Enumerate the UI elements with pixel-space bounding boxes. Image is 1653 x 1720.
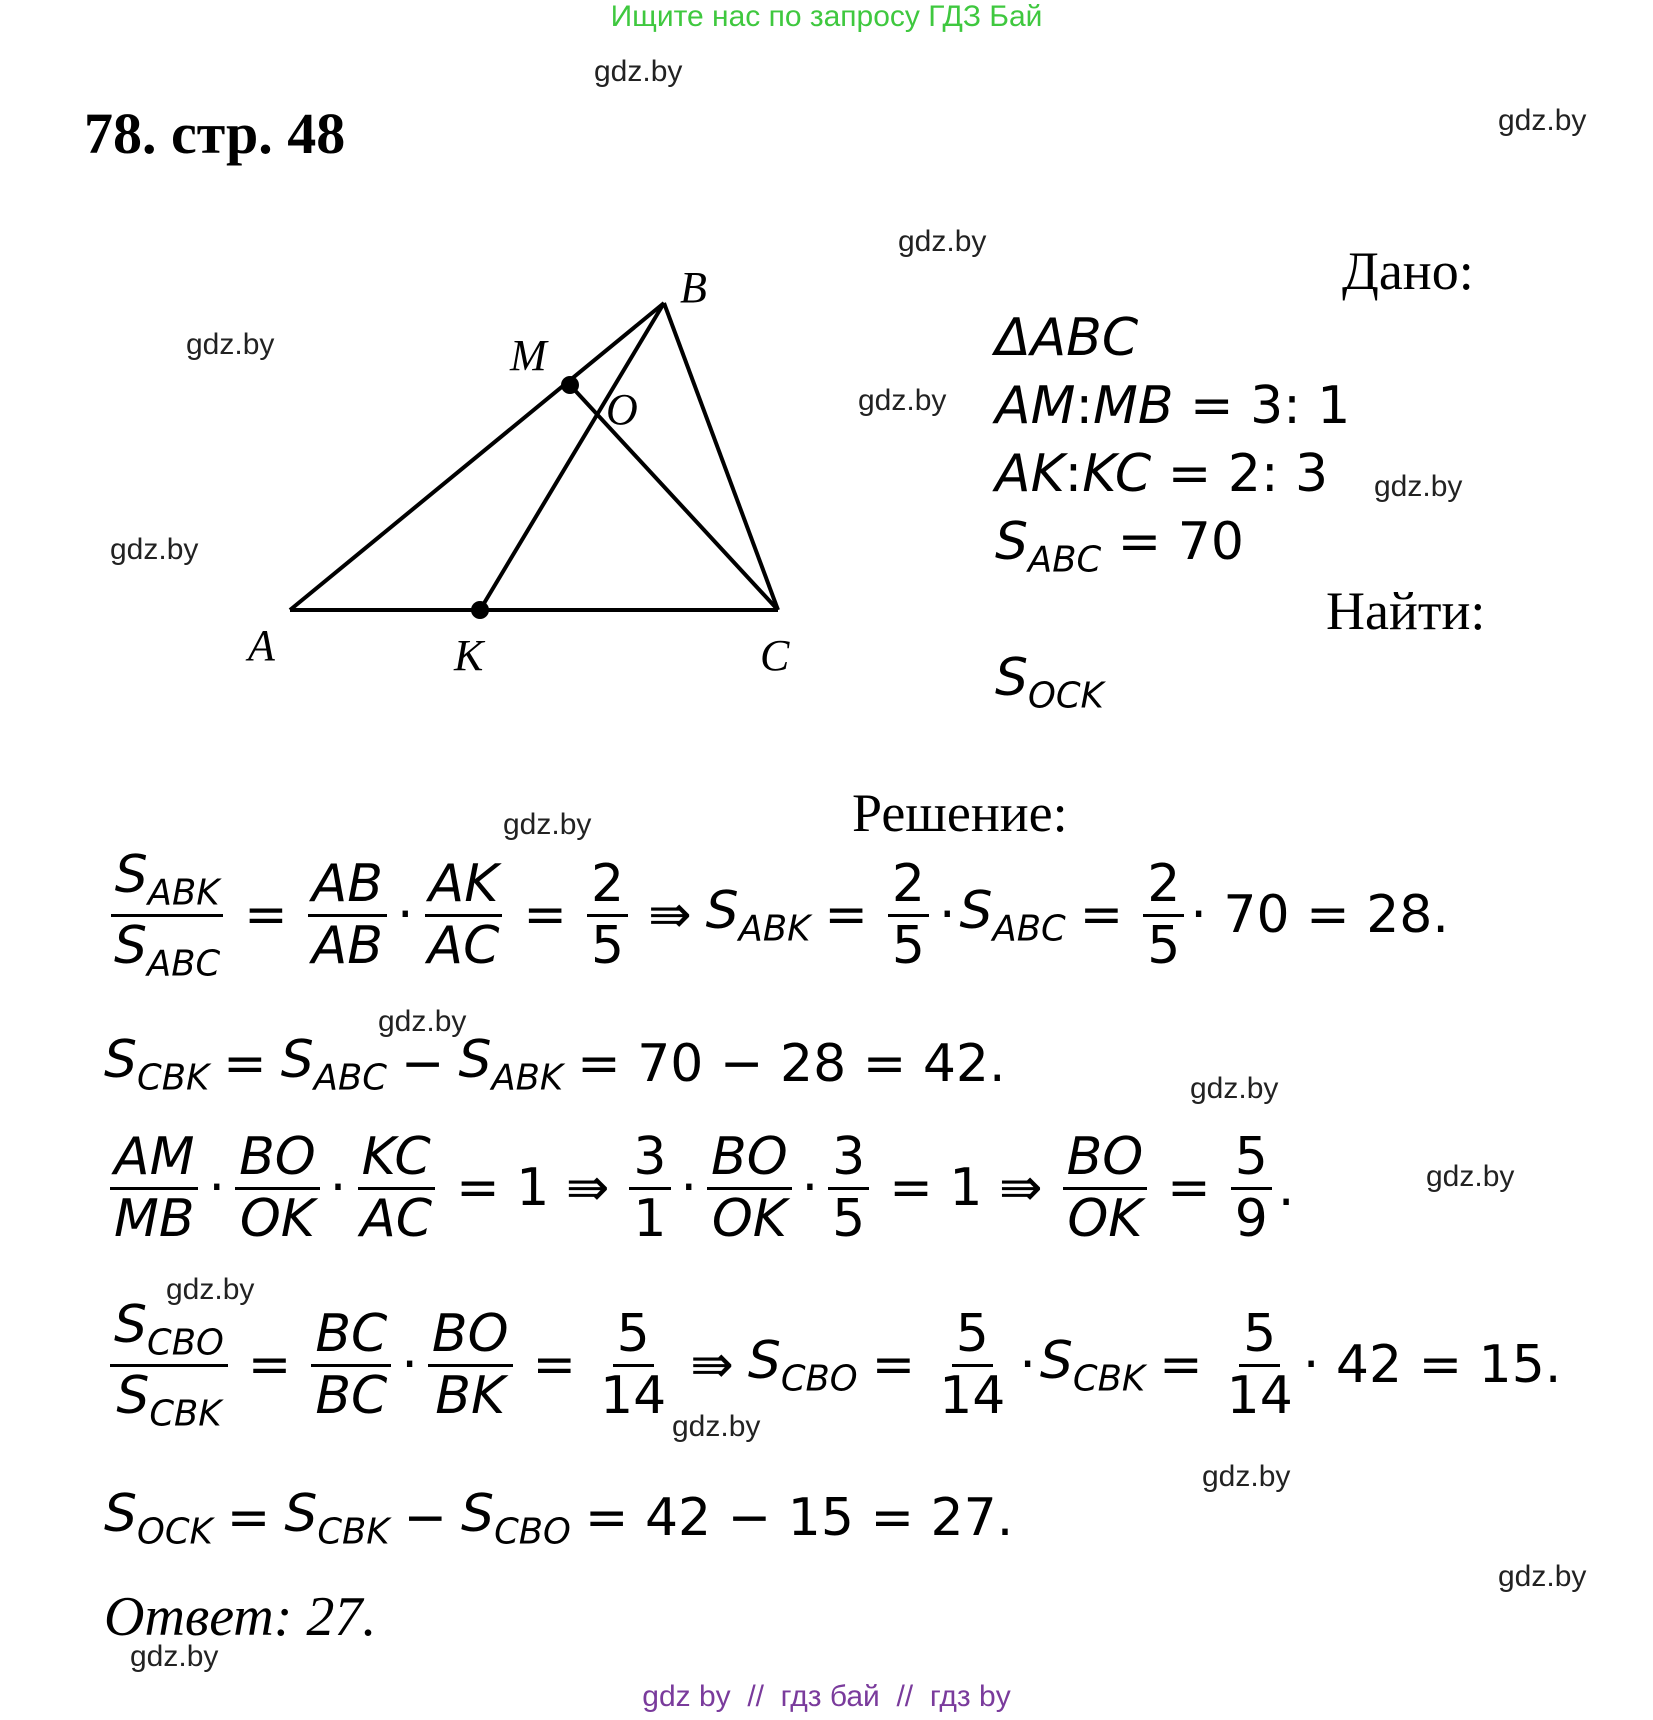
- watermark: gdz.by: [858, 384, 947, 417]
- side-bc: [664, 303, 778, 610]
- given-ak-kc: AK:KC = 2: 3: [995, 444, 1329, 504]
- watermark: gdz.by: [1190, 1072, 1279, 1105]
- label-b: B: [680, 263, 707, 312]
- watermark: gdz.by: [1498, 1560, 1587, 1593]
- label-k: K: [454, 631, 484, 680]
- point-k: [471, 601, 489, 619]
- label-m: M: [510, 331, 547, 380]
- watermark: gdz.by: [1202, 1460, 1291, 1493]
- given-area: $S_{ABC} = 70$: [995, 512, 1244, 581]
- solution-line-5: $S_{OCK}$ = $S_{CBK}$ − $S_{CBO}$ = 42 − 15 = 27.: [104, 1484, 1014, 1553]
- solution-line-1: $\frac{S_{ABK}}{S_{ABC}}$ = $\frac{AB}{AB}$ · $\frac{AK}{AC}$ = $\frac{2}{5}$ ⇛ $S_{ABK}$ = $\frac{2}{5}$ · $S_{ABC}$ = $\frac{2}{5}$ · 70 = 28.: [104, 848, 1449, 982]
- watermark: gdz.by: [503, 808, 592, 841]
- label-a: A: [248, 621, 275, 670]
- segment-mc: [570, 385, 778, 610]
- watermark: gdz.by: [1374, 470, 1463, 503]
- watermark: gdz.by: [672, 1410, 761, 1443]
- point-m: [561, 376, 579, 394]
- solution-line-2: $S_{CBK}$ = $S_{ABC}$ − $S_{ABK}$ = 70 − 28 = 42.: [104, 1030, 1006, 1099]
- watermark: gdz.by: [378, 1005, 467, 1038]
- given-am-mb: AM:MB = 3: 1: [995, 376, 1351, 436]
- watermark: gdz.by: [166, 1273, 255, 1306]
- label-o: O: [606, 385, 638, 434]
- footer-links: gdz by // гдз бай // гдз by: [642, 1680, 1011, 1713]
- label-c: C: [760, 631, 790, 680]
- solution-heading: Решение:: [852, 783, 1068, 843]
- watermark: gdz.by: [186, 328, 275, 361]
- watermark: gdz.by: [594, 55, 683, 88]
- answer: Ответ: 27.: [104, 1586, 377, 1648]
- find-heading: Найти:: [1326, 581, 1486, 641]
- page-title: 78. стр. 48: [84, 101, 346, 166]
- solution-line-4: $\frac{S_{CBO}}{S_{CBK}}$ = $\frac{BC}{BC}$ · $\frac{BO}{BK}$ = $\frac{5}{14}$ ⇛ $S_{CBO}$ = $\frac{5}{14}$ · $S_{CBK}$ = $\frac{5}{14}$ · 42 = 15.: [104, 1298, 1561, 1432]
- given-triangle: ΔABC: [995, 308, 1139, 368]
- watermark: gdz.by: [110, 533, 199, 566]
- top-banner: Ищите нас по запросу ГДЗ Бай: [610, 0, 1043, 33]
- solution-line-3: $\frac{AM}{MB}$ · $\frac{BO}{OK}$ · $\frac{KC}{AC}$ = 1 ⇛ $\frac{3}{1}$ · $\frac{BO}{OK}$ · $\frac{3}{5}$ = 1 ⇛ $\frac{BO}{OK}$ = $\frac{5}{9}$ .: [104, 1130, 1294, 1246]
- watermark: gdz.by: [1498, 104, 1587, 137]
- triangle-figure: [0, 0, 900, 720]
- watermark: gdz.by: [130, 1640, 219, 1673]
- watermark: gdz.by: [1426, 1160, 1515, 1193]
- watermark: gdz.by: [898, 225, 987, 258]
- given-heading: Дано:: [1342, 241, 1474, 301]
- find-target: $S_{OCK}$: [995, 648, 1104, 717]
- side-ab: [290, 303, 664, 610]
